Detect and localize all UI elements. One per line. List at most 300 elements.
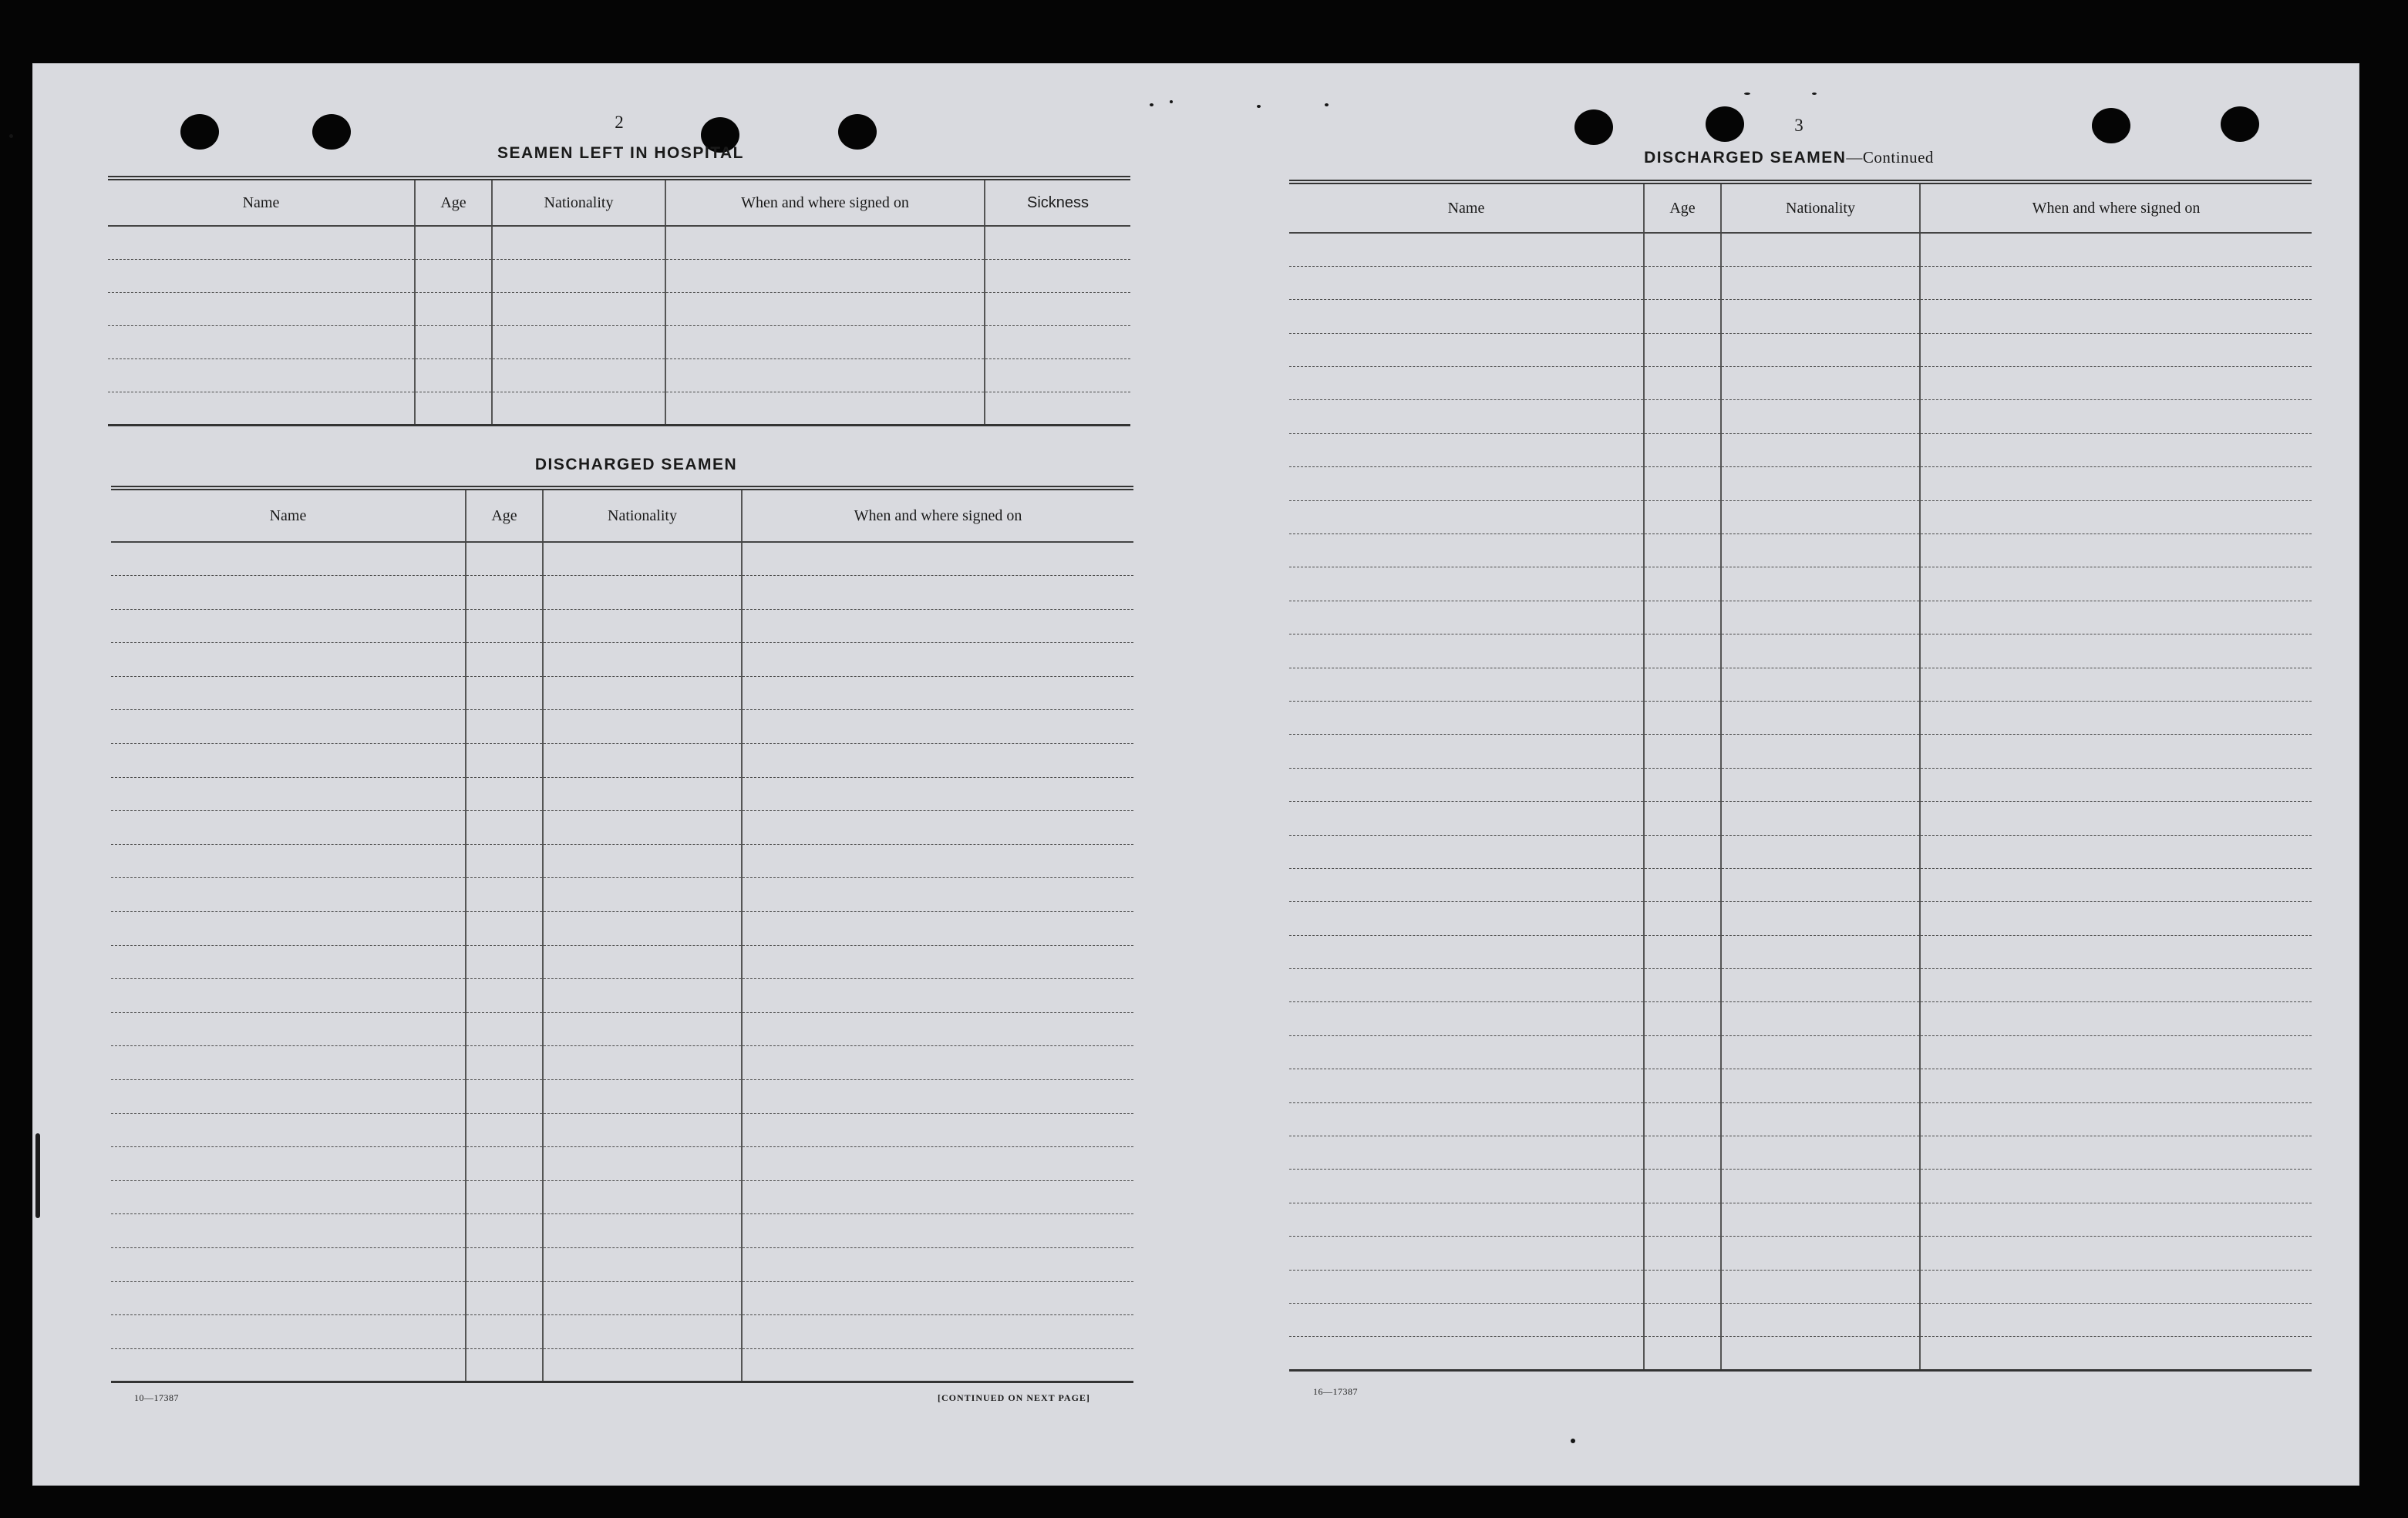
table-row bbox=[111, 1281, 1133, 1315]
discharged-continued-title bbox=[1588, 148, 1989, 167]
blank-cell bbox=[466, 542, 543, 576]
blank-cell bbox=[543, 1012, 742, 1046]
col-header-age: Age bbox=[415, 178, 492, 226]
blank-cell bbox=[742, 1046, 1133, 1080]
blank-cell bbox=[1721, 534, 1920, 567]
blank-cell bbox=[742, 1113, 1133, 1147]
blank-cell bbox=[742, 912, 1133, 946]
table-row bbox=[1289, 266, 2312, 299]
blank-cell bbox=[1721, 467, 1920, 500]
discharged-table-body bbox=[111, 542, 1133, 1382]
blank-cell bbox=[111, 609, 466, 643]
blank-cell bbox=[466, 1080, 543, 1114]
blank-cell bbox=[1721, 601, 1920, 634]
table-row bbox=[1289, 1069, 2312, 1102]
blank-cell bbox=[466, 878, 543, 912]
blank-cell bbox=[111, 710, 466, 744]
blank-cell bbox=[1289, 1136, 1644, 1170]
blank-cell bbox=[108, 325, 415, 358]
blank-cell bbox=[1289, 1035, 1644, 1069]
table-row bbox=[1289, 433, 2312, 466]
col-header-signed-on: When and where signed on bbox=[742, 488, 1133, 542]
blank-cell bbox=[1721, 768, 1920, 801]
blank-cell bbox=[466, 744, 543, 778]
blank-cell bbox=[1920, 1304, 2312, 1337]
col-header-name: Name bbox=[111, 488, 466, 542]
left-form-number: 10—17387 bbox=[134, 1392, 179, 1403]
speck bbox=[1150, 103, 1153, 106]
blank-cell bbox=[742, 676, 1133, 710]
col-header-nationality: Nationality bbox=[543, 488, 742, 542]
hospital-table-body bbox=[108, 226, 1130, 425]
blank-cell bbox=[543, 811, 742, 845]
blank-cell bbox=[1644, 534, 1721, 567]
blank-cell bbox=[1920, 935, 2312, 968]
table-row bbox=[108, 292, 1130, 325]
punch-hole bbox=[1574, 109, 1613, 145]
blank-cell bbox=[466, 710, 543, 744]
blank-cell bbox=[1721, 266, 1920, 299]
table-row bbox=[1289, 1337, 2312, 1370]
blank-cell bbox=[1644, 701, 1721, 734]
blank-cell bbox=[1644, 567, 1721, 601]
table-row bbox=[111, 710, 1133, 744]
blank-cell bbox=[543, 676, 742, 710]
blank-cell bbox=[1644, 601, 1721, 634]
blank-cell bbox=[742, 979, 1133, 1013]
col-header-signed-on: When and where signed on bbox=[665, 178, 985, 226]
blank-cell bbox=[1289, 1203, 1644, 1236]
blank-cell bbox=[1920, 333, 2312, 366]
blank-cell bbox=[466, 1113, 543, 1147]
blank-cell bbox=[108, 392, 415, 425]
blank-cell bbox=[1644, 1069, 1721, 1102]
blank-cell bbox=[415, 392, 492, 425]
blank-cell bbox=[466, 1180, 543, 1214]
blank-cell bbox=[466, 1012, 543, 1046]
blank-cell bbox=[1721, 1035, 1920, 1069]
blank-cell bbox=[1289, 300, 1644, 333]
speck bbox=[1257, 105, 1261, 108]
blank-cell bbox=[1721, 567, 1920, 601]
table-row bbox=[1289, 500, 2312, 533]
blank-cell bbox=[1920, 500, 2312, 533]
blank-cell bbox=[1721, 333, 1920, 366]
blank-cell bbox=[1644, 1203, 1721, 1236]
blank-cell bbox=[415, 292, 492, 325]
blank-cell bbox=[466, 811, 543, 845]
table-row bbox=[111, 1315, 1133, 1349]
table-row bbox=[111, 1080, 1133, 1114]
blank-cell bbox=[543, 844, 742, 878]
blank-cell bbox=[1920, 467, 2312, 500]
blank-cell bbox=[108, 226, 415, 259]
blank-cell bbox=[665, 292, 985, 325]
blank-cell bbox=[543, 1080, 742, 1114]
table-row bbox=[1289, 1170, 2312, 1203]
speck bbox=[9, 134, 13, 138]
table-row bbox=[111, 811, 1133, 845]
blank-cell bbox=[985, 259, 1130, 292]
blank-cell bbox=[543, 945, 742, 979]
blank-cell bbox=[1920, 1170, 2312, 1203]
blank-cell bbox=[1644, 1337, 1721, 1370]
blank-cell bbox=[1920, 233, 2312, 266]
blank-cell bbox=[1721, 233, 1920, 266]
blank-cell bbox=[1289, 333, 1644, 366]
table-row bbox=[1289, 601, 2312, 634]
blank-cell bbox=[543, 1281, 742, 1315]
table-row bbox=[111, 777, 1133, 811]
blank-cell bbox=[543, 1046, 742, 1080]
blank-cell bbox=[1721, 1203, 1920, 1236]
blank-cell bbox=[1920, 601, 2312, 634]
table-row bbox=[111, 542, 1133, 576]
blank-cell bbox=[1721, 1002, 1920, 1035]
blank-cell bbox=[1644, 668, 1721, 701]
table-row bbox=[1289, 835, 2312, 868]
blank-cell bbox=[985, 292, 1130, 325]
blank-cell bbox=[985, 226, 1130, 259]
blank-cell bbox=[1289, 500, 1644, 533]
blank-cell bbox=[1721, 1237, 1920, 1270]
col-header-sickness: Sickness bbox=[985, 178, 1130, 226]
blank-cell bbox=[466, 945, 543, 979]
blank-cell bbox=[1289, 1002, 1644, 1035]
blank-cell bbox=[543, 878, 742, 912]
blank-cell bbox=[1289, 1270, 1644, 1303]
blank-cell bbox=[415, 358, 492, 392]
blank-cell bbox=[1920, 868, 2312, 901]
blank-cell bbox=[1920, 433, 2312, 466]
blank-cell bbox=[1289, 233, 1644, 266]
blank-cell bbox=[1289, 1102, 1644, 1136]
blank-cell bbox=[1644, 1304, 1721, 1337]
continued-note: [CONTINUED ON NEXT PAGE] bbox=[938, 1392, 1090, 1403]
blank-cell bbox=[1644, 433, 1721, 466]
speck bbox=[1170, 100, 1173, 103]
col-header-signed-on: When and where signed on bbox=[1920, 182, 2312, 233]
blank-cell bbox=[466, 576, 543, 610]
table-row bbox=[1289, 333, 2312, 366]
blank-cell bbox=[111, 1080, 466, 1114]
blank-cell bbox=[1920, 668, 2312, 701]
blank-cell bbox=[1920, 1337, 2312, 1370]
blank-cell bbox=[543, 1315, 742, 1349]
blank-cell bbox=[543, 643, 742, 677]
blank-cell bbox=[1289, 467, 1644, 500]
table-row bbox=[1289, 735, 2312, 768]
table-row bbox=[1289, 935, 2312, 968]
blank-cell bbox=[111, 1113, 466, 1147]
blank-cell bbox=[1644, 835, 1721, 868]
table-row bbox=[111, 676, 1133, 710]
blank-cell bbox=[1644, 233, 1721, 266]
blank-cell bbox=[1721, 735, 1920, 768]
blank-cell bbox=[543, 1113, 742, 1147]
blank-cell bbox=[742, 1348, 1133, 1382]
blank-cell bbox=[111, 777, 466, 811]
blank-cell bbox=[1721, 367, 1920, 400]
blank-cell bbox=[1721, 902, 1920, 935]
right-form-number: 16—17387 bbox=[1313, 1386, 1358, 1397]
blank-cell bbox=[1920, 1035, 2312, 1069]
punch-hole bbox=[180, 114, 219, 150]
blank-cell bbox=[111, 1247, 466, 1281]
blank-cell bbox=[466, 1281, 543, 1315]
table-row bbox=[1289, 467, 2312, 500]
blank-cell bbox=[1920, 1237, 2312, 1270]
blank-cell bbox=[543, 542, 742, 576]
table-row bbox=[111, 1012, 1133, 1046]
blank-cell bbox=[742, 777, 1133, 811]
blank-cell bbox=[742, 542, 1133, 576]
blank-cell bbox=[742, 945, 1133, 979]
blank-cell bbox=[415, 325, 492, 358]
blank-cell bbox=[466, 1247, 543, 1281]
blank-cell bbox=[111, 811, 466, 845]
blank-cell bbox=[543, 1214, 742, 1248]
blank-cell bbox=[1721, 1270, 1920, 1303]
blank-cell bbox=[111, 1046, 466, 1080]
blank-cell bbox=[1644, 1270, 1721, 1303]
blank-cell bbox=[1644, 333, 1721, 366]
punch-hole bbox=[2221, 106, 2259, 142]
speck bbox=[1812, 93, 1817, 95]
blank-cell bbox=[108, 292, 415, 325]
blank-cell bbox=[1289, 668, 1644, 701]
blank-cell bbox=[1289, 601, 1644, 634]
blank-cell bbox=[111, 1315, 466, 1349]
blank-cell bbox=[1920, 1102, 2312, 1136]
blank-cell bbox=[742, 609, 1133, 643]
table-row bbox=[1289, 868, 2312, 901]
blank-cell bbox=[1920, 1270, 2312, 1303]
blank-cell bbox=[1920, 835, 2312, 868]
blank-cell bbox=[1644, 935, 1721, 968]
blank-cell bbox=[742, 1147, 1133, 1181]
table-row bbox=[111, 1214, 1133, 1248]
table-row bbox=[1289, 1304, 2312, 1337]
blank-cell bbox=[1721, 1102, 1920, 1136]
table-row bbox=[1289, 300, 2312, 333]
blank-cell bbox=[1289, 433, 1644, 466]
blank-cell bbox=[1920, 701, 2312, 734]
table-row bbox=[1289, 969, 2312, 1002]
table-row bbox=[111, 1180, 1133, 1214]
blank-cell bbox=[543, 710, 742, 744]
table-row bbox=[111, 643, 1133, 677]
blank-cell bbox=[1289, 969, 1644, 1002]
blank-cell bbox=[1289, 768, 1644, 801]
blank-cell bbox=[466, 979, 543, 1013]
blank-cell bbox=[1289, 1170, 1644, 1203]
blank-cell bbox=[1721, 300, 1920, 333]
punch-hole bbox=[312, 114, 351, 150]
blank-cell bbox=[742, 1012, 1133, 1046]
blank-cell bbox=[1920, 902, 2312, 935]
table-row bbox=[1289, 1102, 2312, 1136]
blank-cell bbox=[1920, 266, 2312, 299]
punch-hole bbox=[838, 114, 877, 150]
blank-cell bbox=[1289, 567, 1644, 601]
blank-cell bbox=[742, 744, 1133, 778]
blank-cell bbox=[111, 1214, 466, 1248]
blank-cell bbox=[1289, 735, 1644, 768]
blank-cell bbox=[1721, 802, 1920, 835]
blank-cell bbox=[1721, 634, 1920, 668]
blank-cell bbox=[111, 979, 466, 1013]
blank-cell bbox=[1289, 935, 1644, 968]
blank-cell bbox=[742, 1281, 1133, 1315]
blank-cell bbox=[1644, 802, 1721, 835]
blank-cell bbox=[111, 542, 466, 576]
table-row bbox=[1289, 1002, 2312, 1035]
blank-cell bbox=[492, 325, 665, 358]
blank-cell bbox=[665, 358, 985, 392]
table-row bbox=[108, 358, 1130, 392]
blank-cell bbox=[111, 744, 466, 778]
blank-cell bbox=[466, 912, 543, 946]
blank-cell bbox=[415, 226, 492, 259]
blank-cell bbox=[1644, 735, 1721, 768]
discharged-table bbox=[111, 486, 1133, 1383]
blank-cell bbox=[543, 1147, 742, 1181]
blank-cell bbox=[1289, 868, 1644, 901]
col-header-name: Name bbox=[108, 178, 415, 226]
table-row bbox=[1289, 1203, 2312, 1236]
blank-cell bbox=[466, 1046, 543, 1080]
col-header-nationality: Nationality bbox=[492, 178, 665, 226]
blank-cell bbox=[742, 811, 1133, 845]
blank-cell bbox=[492, 392, 665, 425]
blank-cell bbox=[1289, 902, 1644, 935]
table-row bbox=[111, 1046, 1133, 1080]
hospital-section-title: SEAMEN LEFT IN HOSPITAL bbox=[497, 144, 744, 162]
table-row bbox=[108, 325, 1130, 358]
blank-cell bbox=[415, 259, 492, 292]
blank-cell bbox=[1920, 634, 2312, 668]
discharged-continued-table-body bbox=[1289, 233, 2312, 1370]
blank-cell bbox=[1721, 1136, 1920, 1170]
blank-cell bbox=[1721, 400, 1920, 433]
blank-cell bbox=[742, 878, 1133, 912]
blank-cell bbox=[1644, 902, 1721, 935]
table-row bbox=[111, 878, 1133, 912]
blank-cell bbox=[1644, 1102, 1721, 1136]
blank-cell bbox=[466, 1147, 543, 1181]
blank-cell bbox=[543, 609, 742, 643]
blank-cell bbox=[543, 1180, 742, 1214]
blank-cell bbox=[1289, 266, 1644, 299]
table-row bbox=[111, 844, 1133, 878]
blank-cell bbox=[1721, 1337, 1920, 1370]
blank-cell bbox=[665, 325, 985, 358]
blank-cell bbox=[1289, 1304, 1644, 1337]
blank-cell bbox=[1644, 969, 1721, 1002]
speck bbox=[1744, 93, 1750, 95]
blank-cell bbox=[742, 576, 1133, 610]
blank-cell bbox=[543, 1348, 742, 1382]
discharged-section-title: DISCHARGED SEAMEN bbox=[534, 456, 738, 473]
blank-cell bbox=[1721, 701, 1920, 734]
blank-cell bbox=[1920, 768, 2312, 801]
blank-cell bbox=[1721, 668, 1920, 701]
blank-cell bbox=[1721, 433, 1920, 466]
blank-cell bbox=[985, 325, 1130, 358]
table-row bbox=[111, 1147, 1133, 1181]
blank-cell bbox=[742, 1180, 1133, 1214]
blank-cell bbox=[543, 1247, 742, 1281]
table-row bbox=[111, 609, 1133, 643]
blank-cell bbox=[1289, 367, 1644, 400]
blank-cell bbox=[492, 358, 665, 392]
blank-cell bbox=[543, 912, 742, 946]
table-row bbox=[111, 945, 1133, 979]
blank-cell bbox=[466, 609, 543, 643]
blank-cell bbox=[665, 226, 985, 259]
blank-cell bbox=[1289, 1069, 1644, 1102]
blank-cell bbox=[108, 259, 415, 292]
table-row bbox=[1289, 1136, 2312, 1170]
table-row bbox=[1289, 1270, 2312, 1303]
table-row bbox=[1289, 902, 2312, 935]
blank-cell bbox=[1721, 500, 1920, 533]
blank-cell bbox=[1644, 1035, 1721, 1069]
col-header-nationality: Nationality bbox=[1721, 182, 1920, 233]
right-page-number: 3 bbox=[1794, 116, 1803, 135]
table-row bbox=[1289, 567, 2312, 601]
table-row bbox=[111, 912, 1133, 946]
blank-cell bbox=[1644, 467, 1721, 500]
blank-cell bbox=[1289, 634, 1644, 668]
blank-cell bbox=[543, 576, 742, 610]
blank-cell bbox=[1920, 802, 2312, 835]
table-row bbox=[111, 979, 1133, 1013]
col-header-age: Age bbox=[466, 488, 543, 542]
blank-cell bbox=[1289, 1337, 1644, 1370]
blank-cell bbox=[1721, 868, 1920, 901]
blank-cell bbox=[492, 292, 665, 325]
table-row bbox=[1289, 768, 2312, 801]
speck bbox=[1571, 1439, 1575, 1443]
blank-cell bbox=[1644, 1002, 1721, 1035]
blank-cell bbox=[111, 945, 466, 979]
blank-cell bbox=[1920, 735, 2312, 768]
title-main: DISCHARGED SEAMEN bbox=[1644, 149, 1847, 167]
binding-edge-mark bbox=[35, 1133, 40, 1218]
left-page-number: 2 bbox=[615, 113, 624, 132]
title-continued: —Continued bbox=[1846, 148, 1934, 167]
blank-cell bbox=[1644, 266, 1721, 299]
blank-cell bbox=[742, 1247, 1133, 1281]
blank-cell bbox=[742, 1315, 1133, 1349]
blank-cell bbox=[1721, 1170, 1920, 1203]
blank-cell bbox=[1644, 500, 1721, 533]
blank-cell bbox=[665, 259, 985, 292]
blank-cell bbox=[492, 226, 665, 259]
blank-cell bbox=[1920, 534, 2312, 567]
blank-cell bbox=[543, 777, 742, 811]
table-row bbox=[1289, 1035, 2312, 1069]
table-row bbox=[1289, 634, 2312, 668]
blank-cell bbox=[466, 777, 543, 811]
blank-cell bbox=[742, 844, 1133, 878]
blank-cell bbox=[742, 710, 1133, 744]
table-row bbox=[111, 744, 1133, 778]
blank-cell bbox=[1721, 1069, 1920, 1102]
blank-cell bbox=[1721, 935, 1920, 968]
